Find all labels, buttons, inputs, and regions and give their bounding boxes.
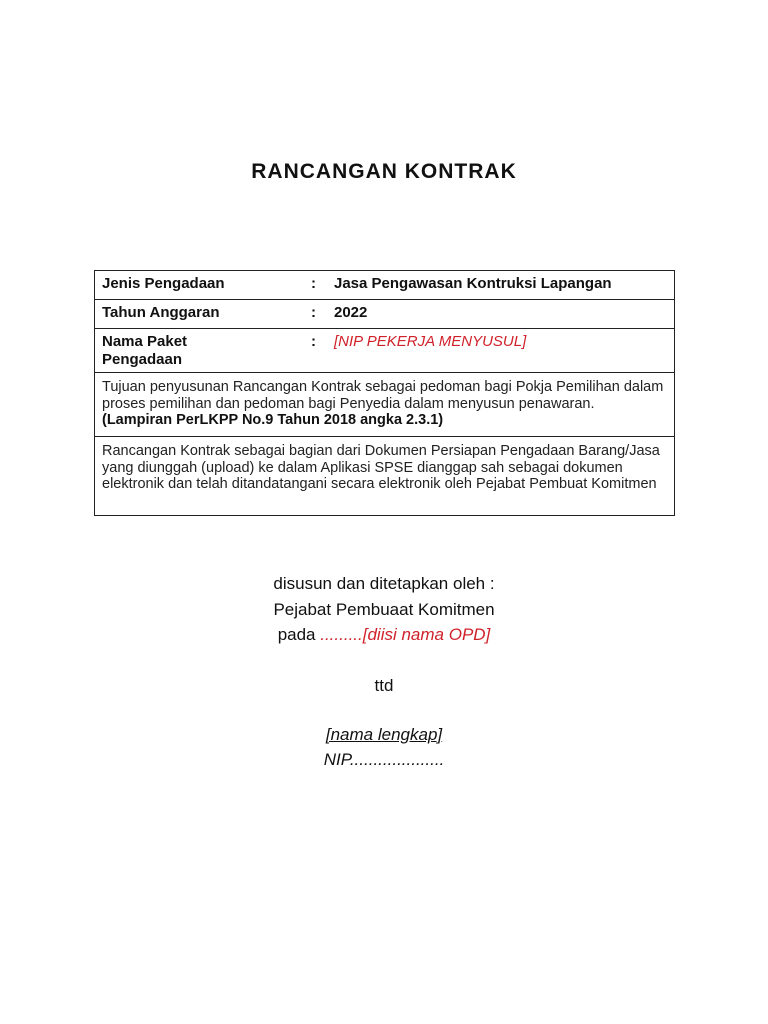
opd-placeholder: .........[diisi nama OPD] (320, 625, 491, 644)
row-nama-paket (95, 329, 674, 373)
signature-line2: Pejabat Pembuaat Komitmen (273, 600, 495, 619)
row-jenis-pengadaan (95, 271, 674, 300)
contract-info-table (94, 270, 675, 516)
signature-line3 (0, 625, 768, 645)
colon: : (311, 304, 316, 321)
note-row (95, 437, 674, 515)
signer-nip: NIP.................... (323, 750, 445, 769)
label-line2: Pengadaan (102, 351, 183, 368)
colon: : (311, 275, 316, 292)
value: Jasa Pengawasan Kontruksi Lapangan (334, 275, 612, 292)
placeholder-value: [NIP PEKERJA MENYUSUL] (334, 333, 527, 350)
row-tahun-anggaran (95, 300, 674, 329)
colon: : (311, 333, 316, 350)
pada-label: pada (277, 625, 321, 644)
value: 2022 (334, 304, 368, 321)
purpose-reference: (Lampiran PerLKPP No.9 Tahun 2018 angka 2.3.1) (102, 412, 444, 428)
note-text: Rancangan Kontrak sebagai bagian dari Dokumen Persiapan Pengadaan Barang/Jasa yang diunggah (upload) ke dalam Aplikasi SPSE dianggap sah sebagai dokumen elektronik dan telah ditandatangani secara elektronik oleh Pejabat Pembuat Komitmen (102, 443, 660, 492)
label-line1: Nama Paket (102, 333, 188, 350)
ttd-label: ttd (374, 676, 394, 695)
label: Tahun Anggaran (102, 304, 220, 321)
signature-line1: disusun dan ditetapkan oleh : (273, 574, 495, 593)
document-title: RANCANGAN KONTRAK (251, 160, 517, 183)
purpose-row (95, 373, 674, 437)
label (102, 333, 187, 369)
purpose-text: Tujuan penyusunan Rancangan Kontrak sebagai pedoman bagi Pokja Pemilihan dalam proses pemilihan dan pedoman bagi Penyedia dalam menyusun penawaran. (102, 379, 664, 412)
label: Jenis Pengadaan (102, 275, 225, 292)
signer-name: [nama lengkap] (325, 725, 443, 744)
signer-name-wrap (0, 725, 768, 745)
